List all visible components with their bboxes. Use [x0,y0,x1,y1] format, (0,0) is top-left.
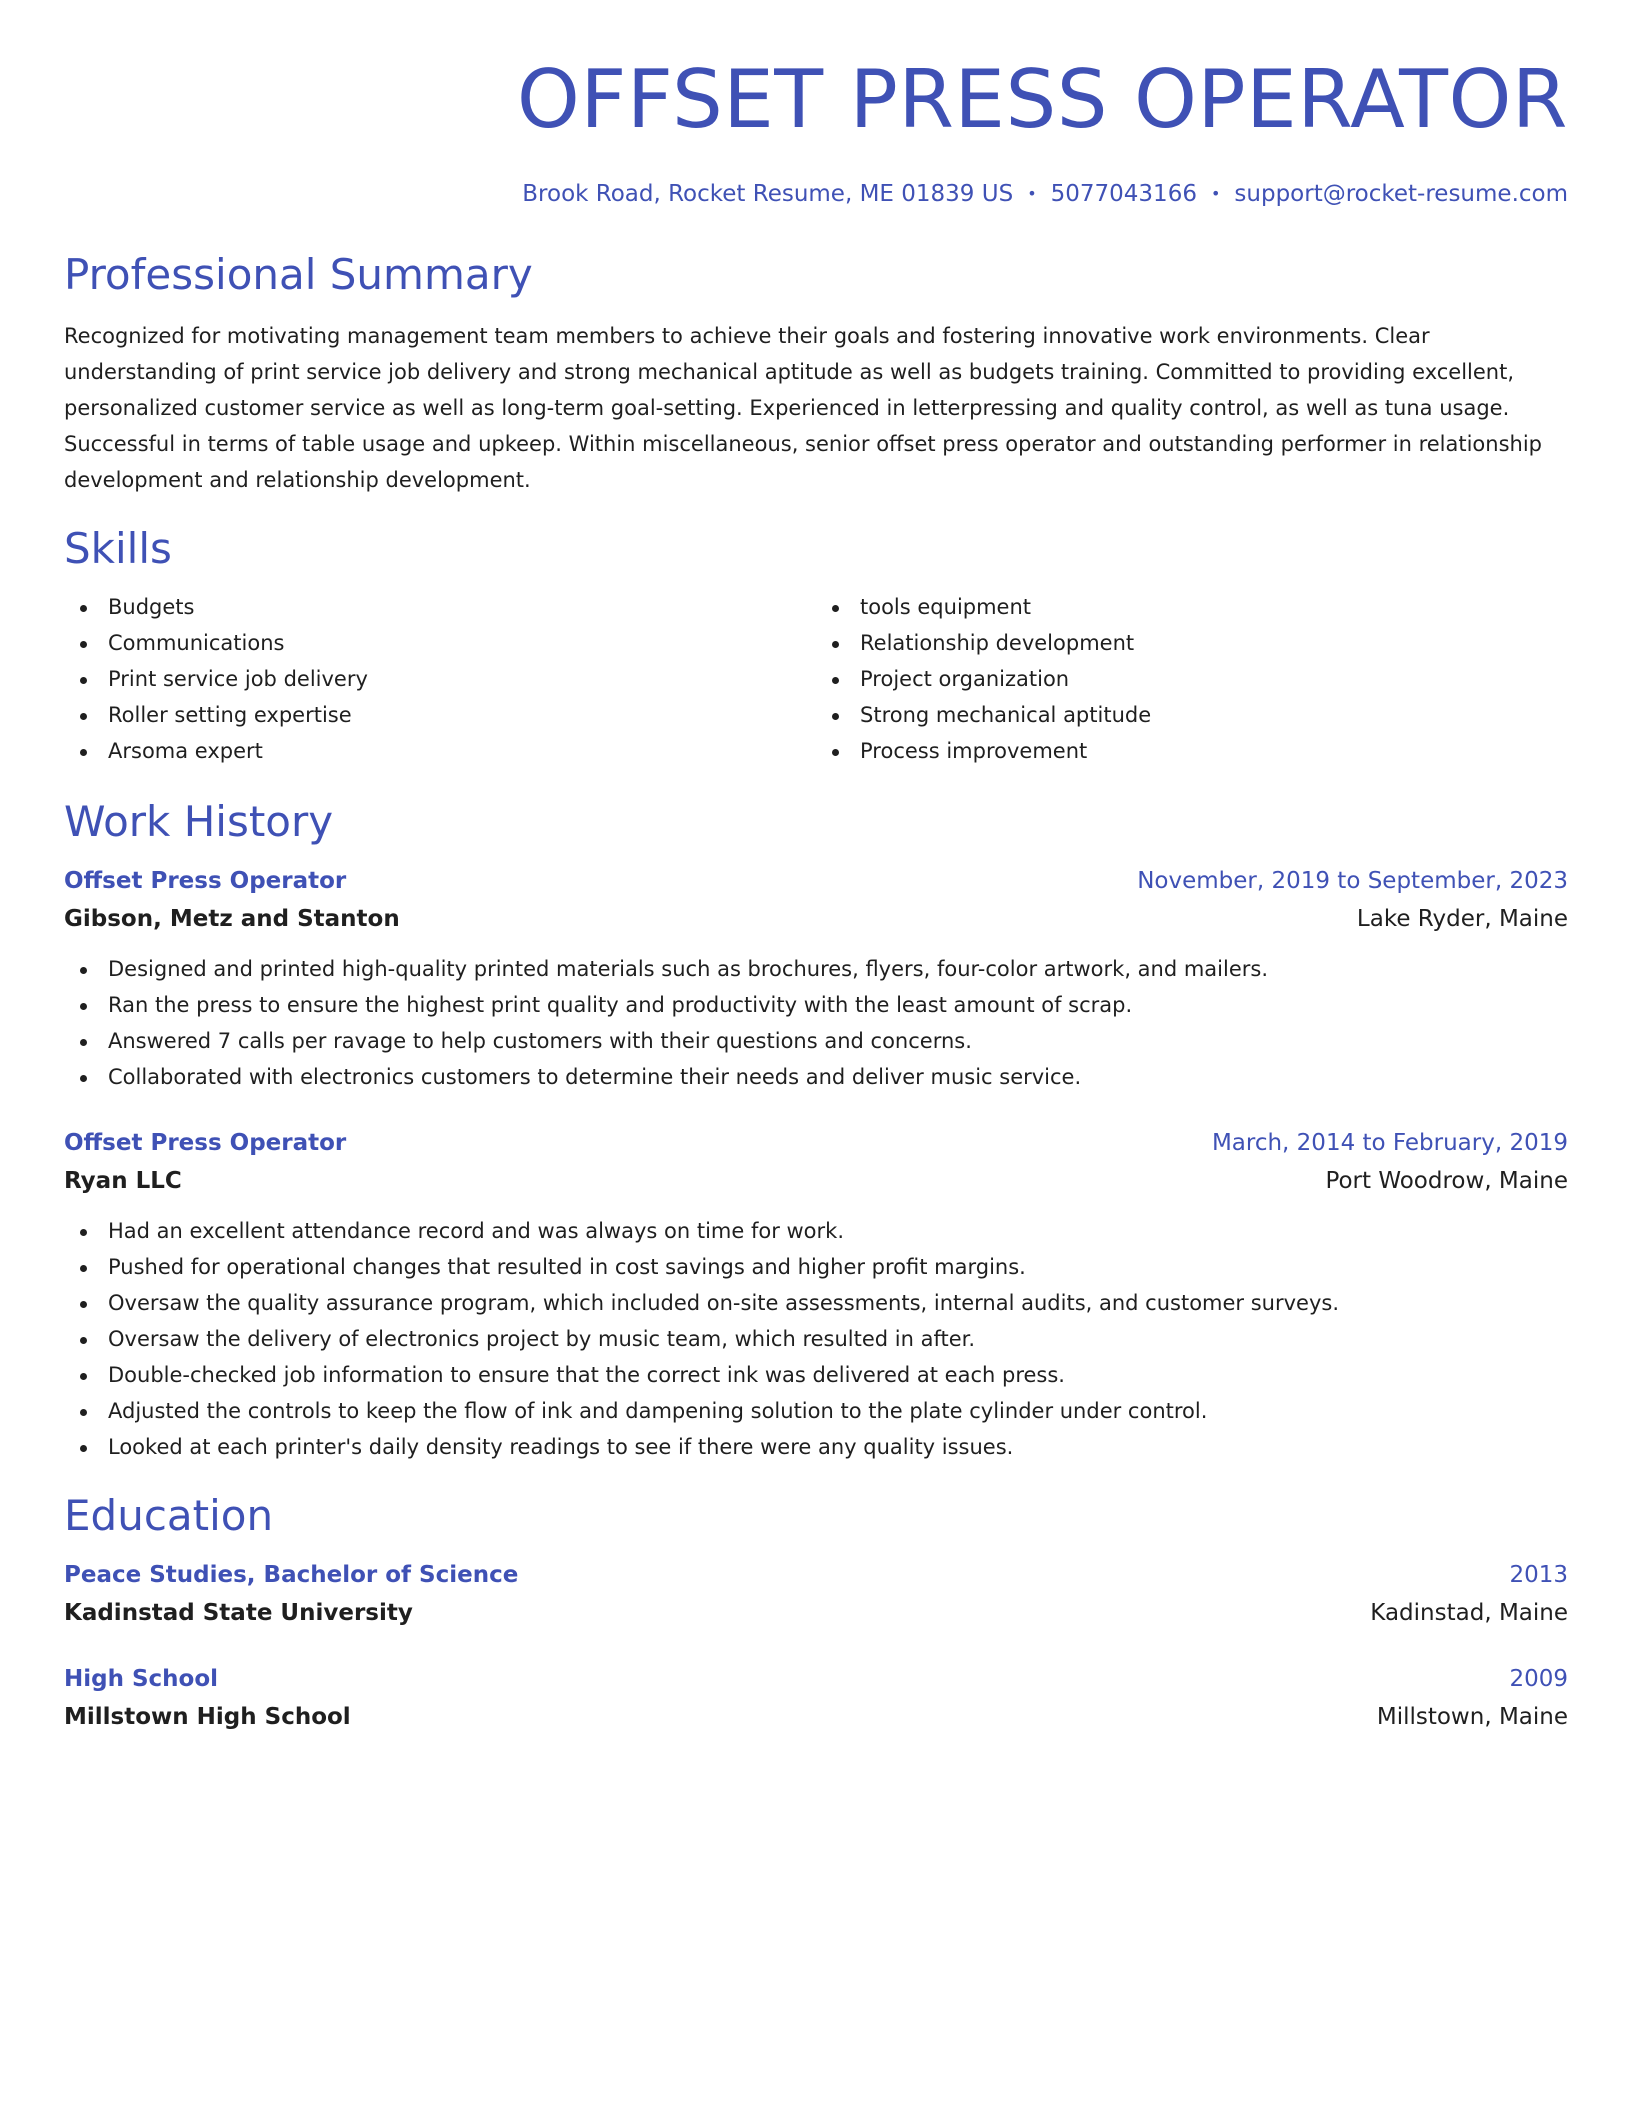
skill-item: Process improvement [816,733,1568,769]
skill-item: Print service job delivery [64,661,816,697]
contact-address: Brook Road, Rocket Resume, ME 01839 US [522,181,1014,207]
job-header-row [64,1125,1568,1161]
contact-email: support@rocket-resume.com [1234,181,1568,207]
job-bullet: Double-checked job information to ensure that the correct ink was delivered at each press. [64,1357,1568,1393]
skill-item: Roller setting expertise [64,697,816,733]
job-role: Offset Press Operator [64,1130,347,1156]
job-bullets [64,951,1568,1095]
skills-column-right [816,589,1568,769]
education-degree: Peace Studies, Bachelor of Science [64,1562,519,1588]
contact-separator: • [1027,184,1037,203]
education-school: Millstown High School [64,1704,351,1730]
contact-separator: • [1210,184,1221,203]
skills-column-left [64,589,816,769]
job-bullet: Collaborated with electronics customers to determine their needs and deliver music service. [64,1059,1568,1095]
education-degree: High School [64,1666,219,1692]
skill-item: Arsoma expert [64,733,816,769]
job-bullet: Adjusted the controls to keep the flow of ink and dampening solution to the plate cylinder under control. [64,1393,1568,1429]
job-bullets [64,1213,1568,1465]
education-year: 2013 [1509,1562,1568,1588]
skill-item: Relationship development [816,625,1568,661]
job-location: Port Woodrow, Maine [1325,1168,1568,1194]
job-location: Lake Ryder, Maine [1356,906,1568,932]
job-header-row [64,863,1568,899]
education-location: Kadinstad, Maine [1370,1600,1568,1626]
education-heading: Education [64,1491,274,1540]
education-year: 2009 [1509,1666,1568,1692]
education-school: Kadinstad State University [64,1600,413,1626]
job-company: Ryan LLC [64,1168,182,1194]
skill-item: Strong mechanical aptitude [816,697,1568,733]
job-bullet: Answered 7 calls per ravage to help customers with their questions and concerns. [64,1023,1568,1059]
skills-grid [64,589,1568,769]
job-entry [64,863,1568,1095]
contact-phone: 5077043166 [1050,181,1197,207]
skills-heading: Skills [64,524,172,573]
job-company-row [64,899,1568,939]
job-bullet: Pushed for operational changes that resulted in cost savings and higher profit margins. [64,1249,1568,1285]
job-company: Gibson, Metz and Stanton [64,906,400,932]
education-entry [64,1557,1568,1633]
job-dates: March, 2014 to February, 2019 [1211,1130,1568,1156]
job-bullet: Designed and printed high-quality printed materials such as brochures, flyers, four-color artwork, and mailers. [64,951,1568,987]
skill-item: Communications [64,625,816,661]
education-header-row [64,1661,1568,1697]
education-school-row [64,1697,1568,1737]
job-bullet: Oversaw the quality assurance program, which included on-site assessments, internal audits, and customer surveys. [64,1285,1568,1321]
job-bullet: Had an excellent attendance record and was always on time for work. [64,1213,1568,1249]
job-bullet: Looked at each printer's daily density readings to see if there were any quality issues. [64,1429,1568,1465]
summary-text: Recognized for motivating management team members to achieve their goals and fostering innovative work environments. Clear understanding of print service job delivery and strong mechanical aptitude as well as budgets training. Committed to providing excellent, personalized customer service as well as long-term goal-setting. Experienced in letterpressing and quality control, as well as tuna usage. Successful in terms of table usage and upkeep. Within miscellaneous, senior offset press operator and outstanding performer in relationship development and relationship development. [64,324,1543,492]
job-dates: November, 2019 to September, 2023 [1137,868,1568,894]
job-company-row [64,1161,1568,1201]
skill-item: Project organization [816,661,1568,697]
job-role: Offset Press Operator [64,868,347,894]
job-bullet: Ran the press to ensure the highest print quality and productivity with the least amount of scrap. [64,987,1568,1023]
contact-line [64,178,1568,212]
summary-heading: Professional Summary [64,250,533,299]
education-entry [64,1661,1568,1737]
resume-title: OFFSET PRESS OPERATOR [516,53,1568,146]
job-entry [64,1125,1568,1465]
education-header-row [64,1557,1568,1593]
education-school-row [64,1593,1568,1633]
work-history-heading: Work History [64,797,334,846]
skill-item: tools equipment [816,589,1568,625]
education-location: Millstown, Maine [1376,1704,1568,1730]
skill-item: Budgets [64,589,816,625]
job-bullet: Oversaw the delivery of electronics project by music team, which resulted in after. [64,1321,1568,1357]
